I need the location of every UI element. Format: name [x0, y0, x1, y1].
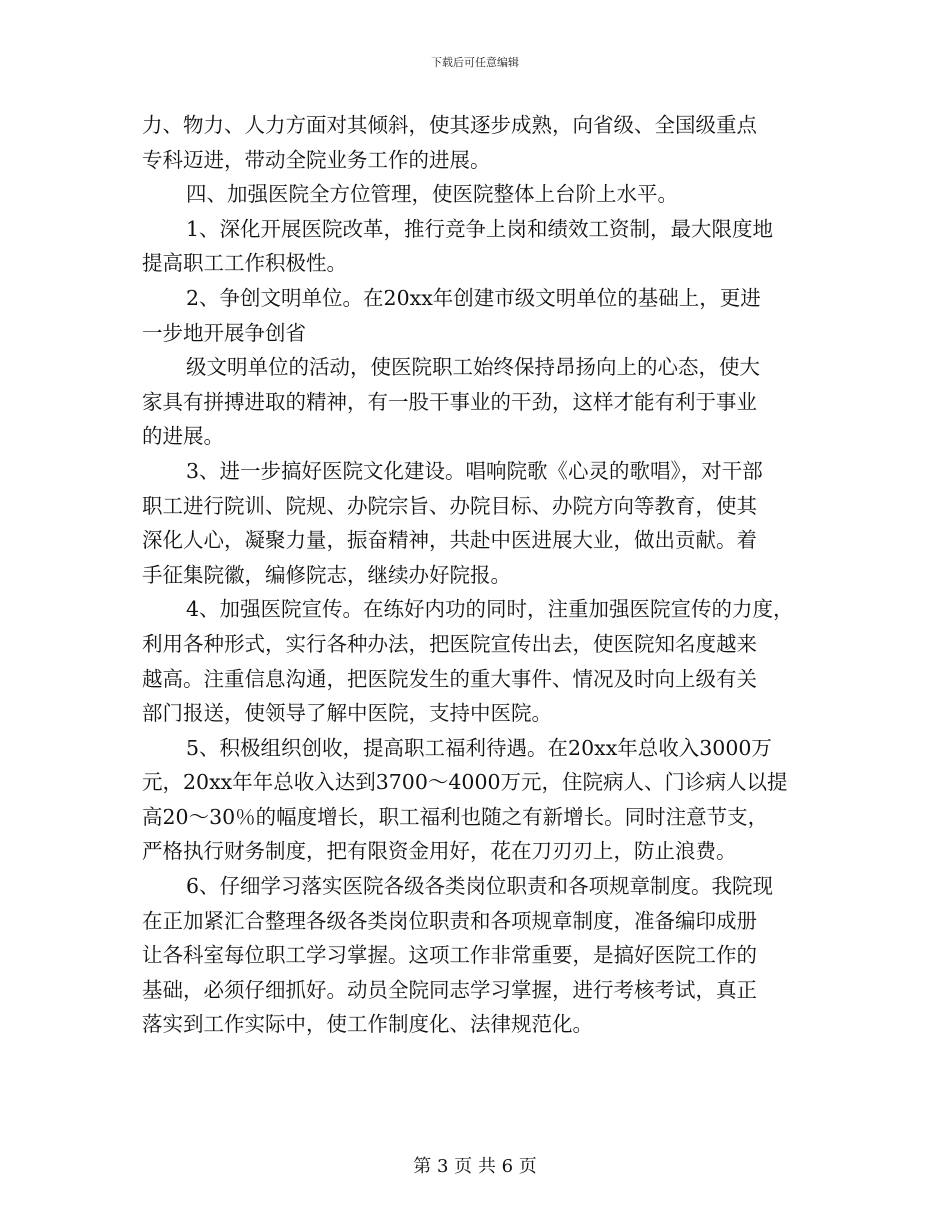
text-line: 基础，必须仔细抓好。动员全院同志学习掌握，进行考核考试，真正 — [142, 977, 757, 1002]
text-line: 高20～30％的幅度增长，职工福利也随之有新增长。同时注意节支， — [142, 804, 769, 829]
text-line: 严格执行财务制度，把有限资金用好，花在刀刃刃上，防止浪费。 — [142, 839, 737, 864]
text-line: 1、深化开展医院改革，推行竞争上岗和绩效工资制，最大限度地 — [186, 216, 774, 241]
page-number-footer: 第 3 页 共 6 页 — [413, 1156, 537, 1177]
text-line: 手征集院徽，编修院志，继续办好院报。 — [142, 562, 511, 587]
text-line: 的进展。 — [142, 424, 224, 449]
text-line: 让各科室每位职工学习掌握。这项工作非常重要，是搞好医院工作的 — [142, 943, 757, 968]
text-line: 一步地开展争创省 — [142, 320, 306, 345]
text-line: 四、加强医院全方位管理，使医院整体上台阶上水平。 — [186, 182, 678, 207]
text-line: 职工进行院训、院规、办院宗旨、办院目标、办院方向等教育，使其 — [142, 493, 757, 518]
text-line: 提高职工工作积极性。 — [142, 251, 347, 276]
text-line: 深化人心，凝聚力量，振奋精神，共赴中医进展大业，做出贡献。着 — [142, 528, 757, 553]
text-line: 2、争创文明单位。在20xx年创建市级文明单位的基础上，更进 — [186, 285, 761, 310]
text-line: 5、积极组织创收，提高职工福利待遇。在20xx年总收入3000万 — [186, 735, 772, 760]
text-line: 利用各种形式，实行各种办法，把医院宣传出去，使医院知名度越来 — [142, 631, 757, 656]
text-line: 6、仔细学习落实医院各级各类岗位职责和各项规章制度。我院现 — [186, 874, 774, 899]
text-line: 在正加紧汇合整理各级各类岗位职责和各项规章制度，准备编印成册 — [142, 908, 757, 933]
text-line: 力、物力、人力方面对其倾斜，使其逐步成熟，向省级、全国级重点 — [142, 113, 757, 137]
text-line: 级文明单位的活动，使医院职工始终保持昂扬向上的心态，使大 — [186, 355, 760, 380]
text-line: 元，20xx年年总收入达到3700～4000万元，住院病人、门诊病人以提 — [142, 770, 788, 795]
text-line: 越高。注重信息沟通，把医院发生的重大事件、情况及时向上级有关 — [142, 666, 757, 691]
text-line: 专科迈进，带动全院业务工作的进展。 — [142, 147, 491, 172]
text-line: 落实到工作实际中，使工作制度化、法律规范化。 — [142, 1012, 593, 1037]
text-line: 家具有拼搏进取的精神，有一股干事业的干劲，这样才能有利于事业 — [142, 389, 757, 414]
text-line: 部门报送，使领导了解中医院，支持中医院。 — [142, 701, 552, 726]
document-body — [142, 108, 832, 1042]
text-line: 3、进一步搞好医院文化建设。唱响院歌《心灵的歌唱》，对干部 — [186, 458, 763, 483]
text-line: 4、加强医院宣传。在练好内功的同时，注重加强医院宣传的力度， — [186, 597, 794, 622]
page-header-note: 下载后可任意编辑 — [431, 56, 519, 69]
